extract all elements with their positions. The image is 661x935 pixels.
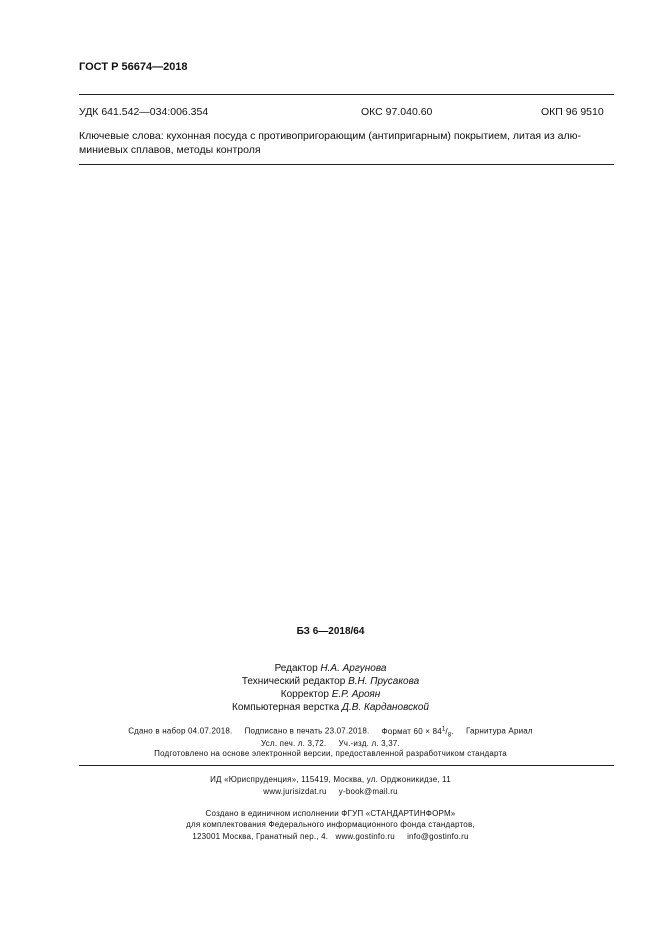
udk-code: УДК 641.542—034:006.354 <box>79 106 209 118</box>
staff-role: Редактор <box>274 663 321 674</box>
divider-top <box>79 94 614 95</box>
staff-editor <box>0 663 661 674</box>
staff-role: Технический редактор <box>241 676 349 687</box>
staff-tech-editor <box>0 676 661 687</box>
standard-code: ГОСТ Р 56674—2018 <box>79 61 188 73</box>
producer-line-2: для комплектования Федерального информационного фонда стандартов, <box>186 820 475 829</box>
staff-name: Д.В. Кардановской <box>341 702 429 713</box>
divider-imprint <box>79 765 614 766</box>
signed-date: Подписано в печать 23.07.2018. <box>244 726 370 736</box>
divider-keywords <box>79 164 614 165</box>
bz-number: БЗ 6—2018/64 <box>296 626 365 637</box>
publisher-address: ИД «Юриспруденция», 115419, Москва, ул. Орджоникидзе, 11 <box>210 775 451 784</box>
staff-layout <box>0 702 661 713</box>
producer-site-link[interactable]: www.gostinfo.ru <box>335 832 395 841</box>
keywords-line-2: миниевых сплавов, методы контроля <box>79 144 261 156</box>
staff-corrector <box>0 689 661 700</box>
producer-line-1: Создано в единичном исполнении ФГУП «СТАНДАРТИНФОРМ» <box>205 809 456 818</box>
publisher-site-link[interactable]: www.jurisizdat.ru <box>263 787 327 796</box>
paper-format: Формат $60 \times 84^1/_8$. <box>381 726 454 739</box>
producer-email-link[interactable]: info@gostinfo.ru <box>407 832 469 841</box>
staff-name: Е.Р. Ароян <box>331 689 381 700</box>
producer-address: 123001 Москва, Гранатный пер., 4. <box>192 832 329 841</box>
staff-role: Компьютерная верстка <box>232 702 342 713</box>
producer-contacts <box>0 832 661 841</box>
staff-name: Н.А. Аргунова <box>320 663 387 674</box>
publisher-email-link[interactable]: y-book@mail.ru <box>338 787 398 796</box>
printed-sheets: Усл. печ. л. 3,72. <box>261 739 327 748</box>
publisher-contacts <box>0 787 661 796</box>
staff-role: Корректор <box>280 689 332 700</box>
keywords-line-1: Ключевые слова: кухонная посуда с противопригорающим (антипригарным) покрытием, литая из алю- <box>79 130 581 142</box>
typeface: Гарнитура Ариал <box>465 726 533 736</box>
print-details-line-2 <box>0 739 661 748</box>
print-details-line-1 <box>0 726 661 738</box>
edition-sheets: Уч.-изд. л. 3,37. <box>338 739 400 748</box>
okp-code: ОКП 96 9510 <box>541 106 604 118</box>
prepared-note: Подготовлено на основе электронной версии, предоставленной разработчиком стандарта <box>154 749 507 758</box>
staff-name: В.Н. Прусакова <box>348 676 420 687</box>
oks-code: ОКС 97.040.60 <box>361 106 433 118</box>
keywords <box>79 129 615 157</box>
submitted-date: Сдано в набор 04.07.2018. <box>128 726 233 736</box>
